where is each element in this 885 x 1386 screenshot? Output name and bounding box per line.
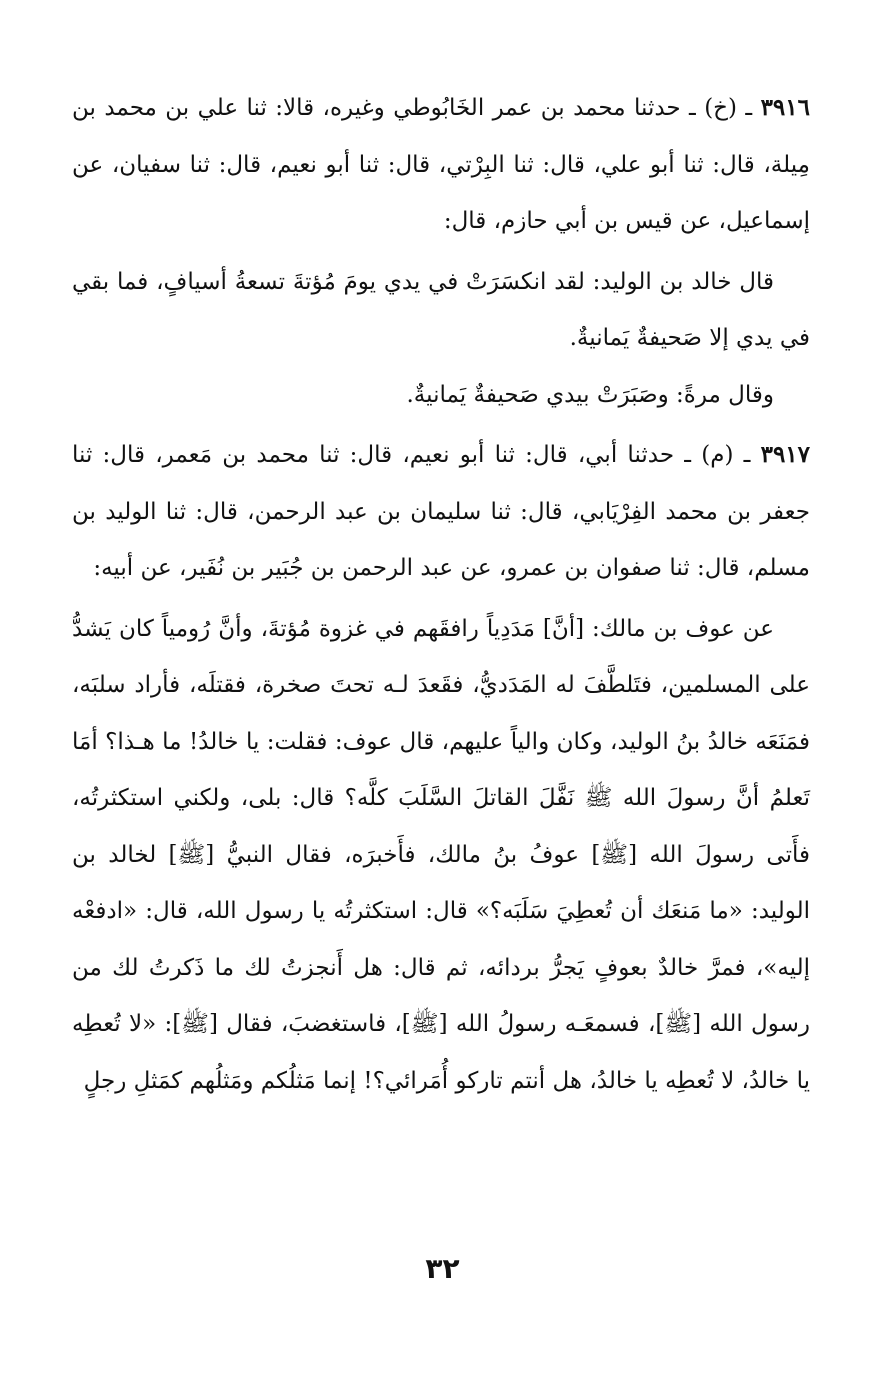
hadith-3917-matn: عن عوف بن مالك: [أنَّ] مَدَدِياً رافقَهم في غزوة مُؤتةَ، وأنَّ رُومياً كان يَشدُّ على المسلمين، فتَلطَّفَ له المَدَديُّ، فقَعدَ لـه تحتَ صخرة، فقتلَه، فأراد سلبَه، فمَنَعَه خالدُ بنُ الوليد، وكان والياً عليهم، قال عوف: فقلت: يا خالدُ! ما هـذا؟ أمَا تَعلمُ أنَّ رسولَ الله ﷺ نَفَّلَ القاتلَ السَّلَبَ كلَّه؟ قال: بلى، ولكني استكثرتُه، فأَتى رسولَ الله [ﷺ] عوفُ بنُ مالك، فأَخبرَه، فقال النبيُّ [ﷺ] لخالد بن الوليد: «ما مَنعَك أن تُعطِيَ سَلَبَه؟» قال: استكثرتُه يا رسول الله، قال: «ادفعْه إليه»، فمرَّ خالدٌ بعوفٍ يَجرُّ بردائه، ثم قال: هل أَنجزتُ لك ما ذَكرتُ لك من رسول الله [ﷺ]، فسمعَـه رسولُ الله [ﷺ]، فاستغضبَ، فقال [ﷺ]: «لا تُعطِه يا خالدُ، لا تُعطِه يا خالدُ، هل أنتم تاركو أُمَرائي؟! إنما مَثلُكم ومَثلُهم كمَثلِ رجلٍ	[72, 615, 810, 1094]
page-body	[72, 80, 810, 1109]
hadith-3917-isnad	[72, 427, 810, 597]
isnad-text: ـ (خ) ـ حدثنا محمد بن عمر الخَابُوطي وغيره، قالا: ثنا علي بن محمد بن مِيلة، قال: ثنا أبو علي، قال: ثنا البِرْتي، قال: ثنا أبو نعيم، قال: ثنا سفيان، عن إسماعيل، عن قيس بن أبي حازم، قال:	[72, 95, 810, 234]
hadith-number: ٣٩١٦	[760, 94, 810, 121]
hadith-number: ٣٩١٧	[760, 441, 811, 468]
hadith-3916-matn: قال خالد بن الوليد: لقد انكسَرَتْ في يدي يومَ مُؤتةَ تسعةُ أسيافٍ، فما بقي في يدي إلا صَحيفةٌ يَمانيةٌ.	[72, 268, 810, 351]
hadith-3916-alternate-wording: وقال مرةً: وصَبَرَتْ بيدي صَحيفةٌ يَمانيةٌ.	[406, 381, 774, 408]
isnad-text: ـ (م) ـ حدثنا أبي، قال: ثنا أبو نعيم، قال: ثنا محمد بن مَعمر، قال: ثنا جعفر بن محمد الفِرْيَابي، قال: ثنا سليمان بن عبد الرحمن، قال: ثنا الوليد بن مسلم، قال: ثنا صفوان بن عمرو، عن عبد الرحمن بن جُبَير بن نُفَير، عن أبيه:	[72, 442, 810, 581]
page-number: ٣٢	[425, 1252, 460, 1285]
hadith-3916-isnad	[72, 80, 810, 250]
